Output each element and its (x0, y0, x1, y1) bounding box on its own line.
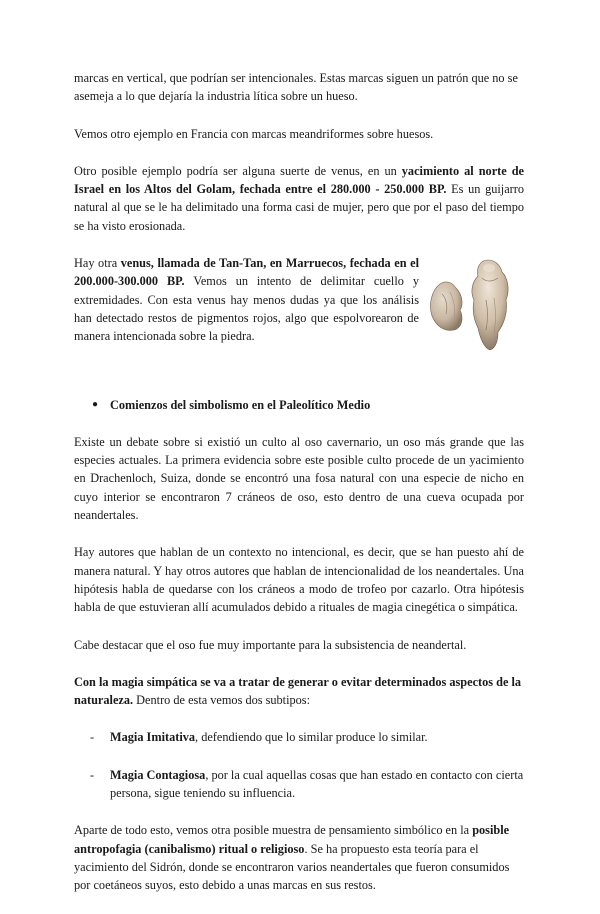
paragraph-tantan-venus (74, 254, 419, 345)
list-item-text (110, 766, 524, 803)
israel-site-bold: yacimiento al norte de Israel en los Altos del Golam, fechada entre el 280.000 - 250.000 BP. (74, 163, 524, 197)
paragraph-bear-cult: Existe un debate sobre si existió un culto al oso cavernario, un oso más grande que las especies actuales. La primera evidencia sobre este posible culto procede de un yacimiento en Drachenloch, Suiza, donde se encontró una fosa natural con una especie de nicho en cuyo interior se encontraron 7 cráneos de oso, esto dentro de una cueva ocupada por neandertales. (74, 434, 524, 523)
sympathetic-rest: Dentro de esta vemos dos subtipos: (133, 693, 311, 708)
list-item (74, 728, 524, 746)
cannibalism-intro: Aparte de todo esto, vemos otra posible muestra de pensamiento simbólico en la (74, 823, 473, 838)
bullet-icon: ● (92, 398, 99, 410)
list-term: Magia Imitativa (110, 730, 196, 745)
list-rest: , defendiendo que lo similar produce lo similar. (195, 730, 428, 745)
dash-marker: - (90, 767, 95, 782)
paragraph-israel-venus (74, 162, 524, 235)
sympathetic-bold: Con la magia simpática se va a tratar de generar o evitar determinados aspectos de la naturaleza. (74, 674, 522, 708)
tantan-description: Vemos un intento de delimitar cuello y extremidades. Con esta venus hay menos dudas ya que los análisis han detectado restos de pigmentos rojos, algo que espolvorearon de manera intencionada sobre la piedra. (74, 274, 419, 344)
list-item-text (110, 728, 524, 746)
paragraph-bear-importance: Cabe destacar que el oso fue muy importante para la subsistencia de neandertal. (74, 637, 467, 652)
tantan-venus-section (74, 254, 524, 364)
list-item (74, 766, 524, 803)
venus-left-view (430, 282, 462, 330)
list-term: Magia Contagiosa (110, 767, 206, 782)
document-body (74, 69, 524, 914)
tantan-intro: Hay otra (74, 256, 121, 271)
paragraph-france: Vemos otro ejemplo en Francia con marcas meandriformes sobre huesos. (74, 126, 434, 141)
paragraph-marks: marcas en vertical, que podrían ser intencionales. Estas marcas siguen un patrón que no se asemeja a lo que dejaría la industria lítica sobre un hueso. (74, 71, 518, 104)
venus-figurine-image (426, 254, 524, 354)
paragraph-cannibalism (74, 821, 524, 894)
paragraph-authors: Hay autores que hablan de un contexto no intencional, es decir, que se han puesto ahí de manera natural. Y hay otros autores que hablan de intencionalidad de los neandertales. Una hipótesis habla de quedarse con los cráneos a modo de trofeo por cazarlo. Otra hipótesis habla de que estuvieran allí acumulados debido a rituales de magia cinegética o simpática. (74, 545, 524, 615)
heading-text: Comienzos del simbolismo en el Paleolítico Medio (110, 397, 371, 412)
cannibalism-bold: posible antropofagia (canibalismo) ritual o religioso (74, 823, 510, 856)
list-rest: , por la cual aquellas cosas que han estado en contacto con cierta persona, sigue teniendo su influencia. (110, 767, 524, 801)
cannibalism-rest: . Se ha propuesto esta teoría para el yacimiento del Sidrón, donde se encontraron varios neandertales que fueron consumidos por coetáneos suyos, esto debido a unas marcas en sus restos. (74, 841, 510, 893)
israel-intro: Otro posible ejemplo podría ser alguna suerte de venus, en un (74, 163, 402, 178)
venus-right-view (472, 260, 508, 350)
paragraph-sympathetic-magic (74, 673, 524, 710)
israel-description: Es un guijarro natural al que se le ha delimitado una forma casi de mujer, pero que por el paso del tiempo se ha visto erosionada. (74, 182, 524, 233)
tantan-bold: venus, llamada de Tan-Tan, en Marruecos, fechada en el 200.000-300.000 BP. (74, 256, 419, 289)
dash-marker: - (90, 730, 95, 745)
section-heading (74, 396, 524, 414)
